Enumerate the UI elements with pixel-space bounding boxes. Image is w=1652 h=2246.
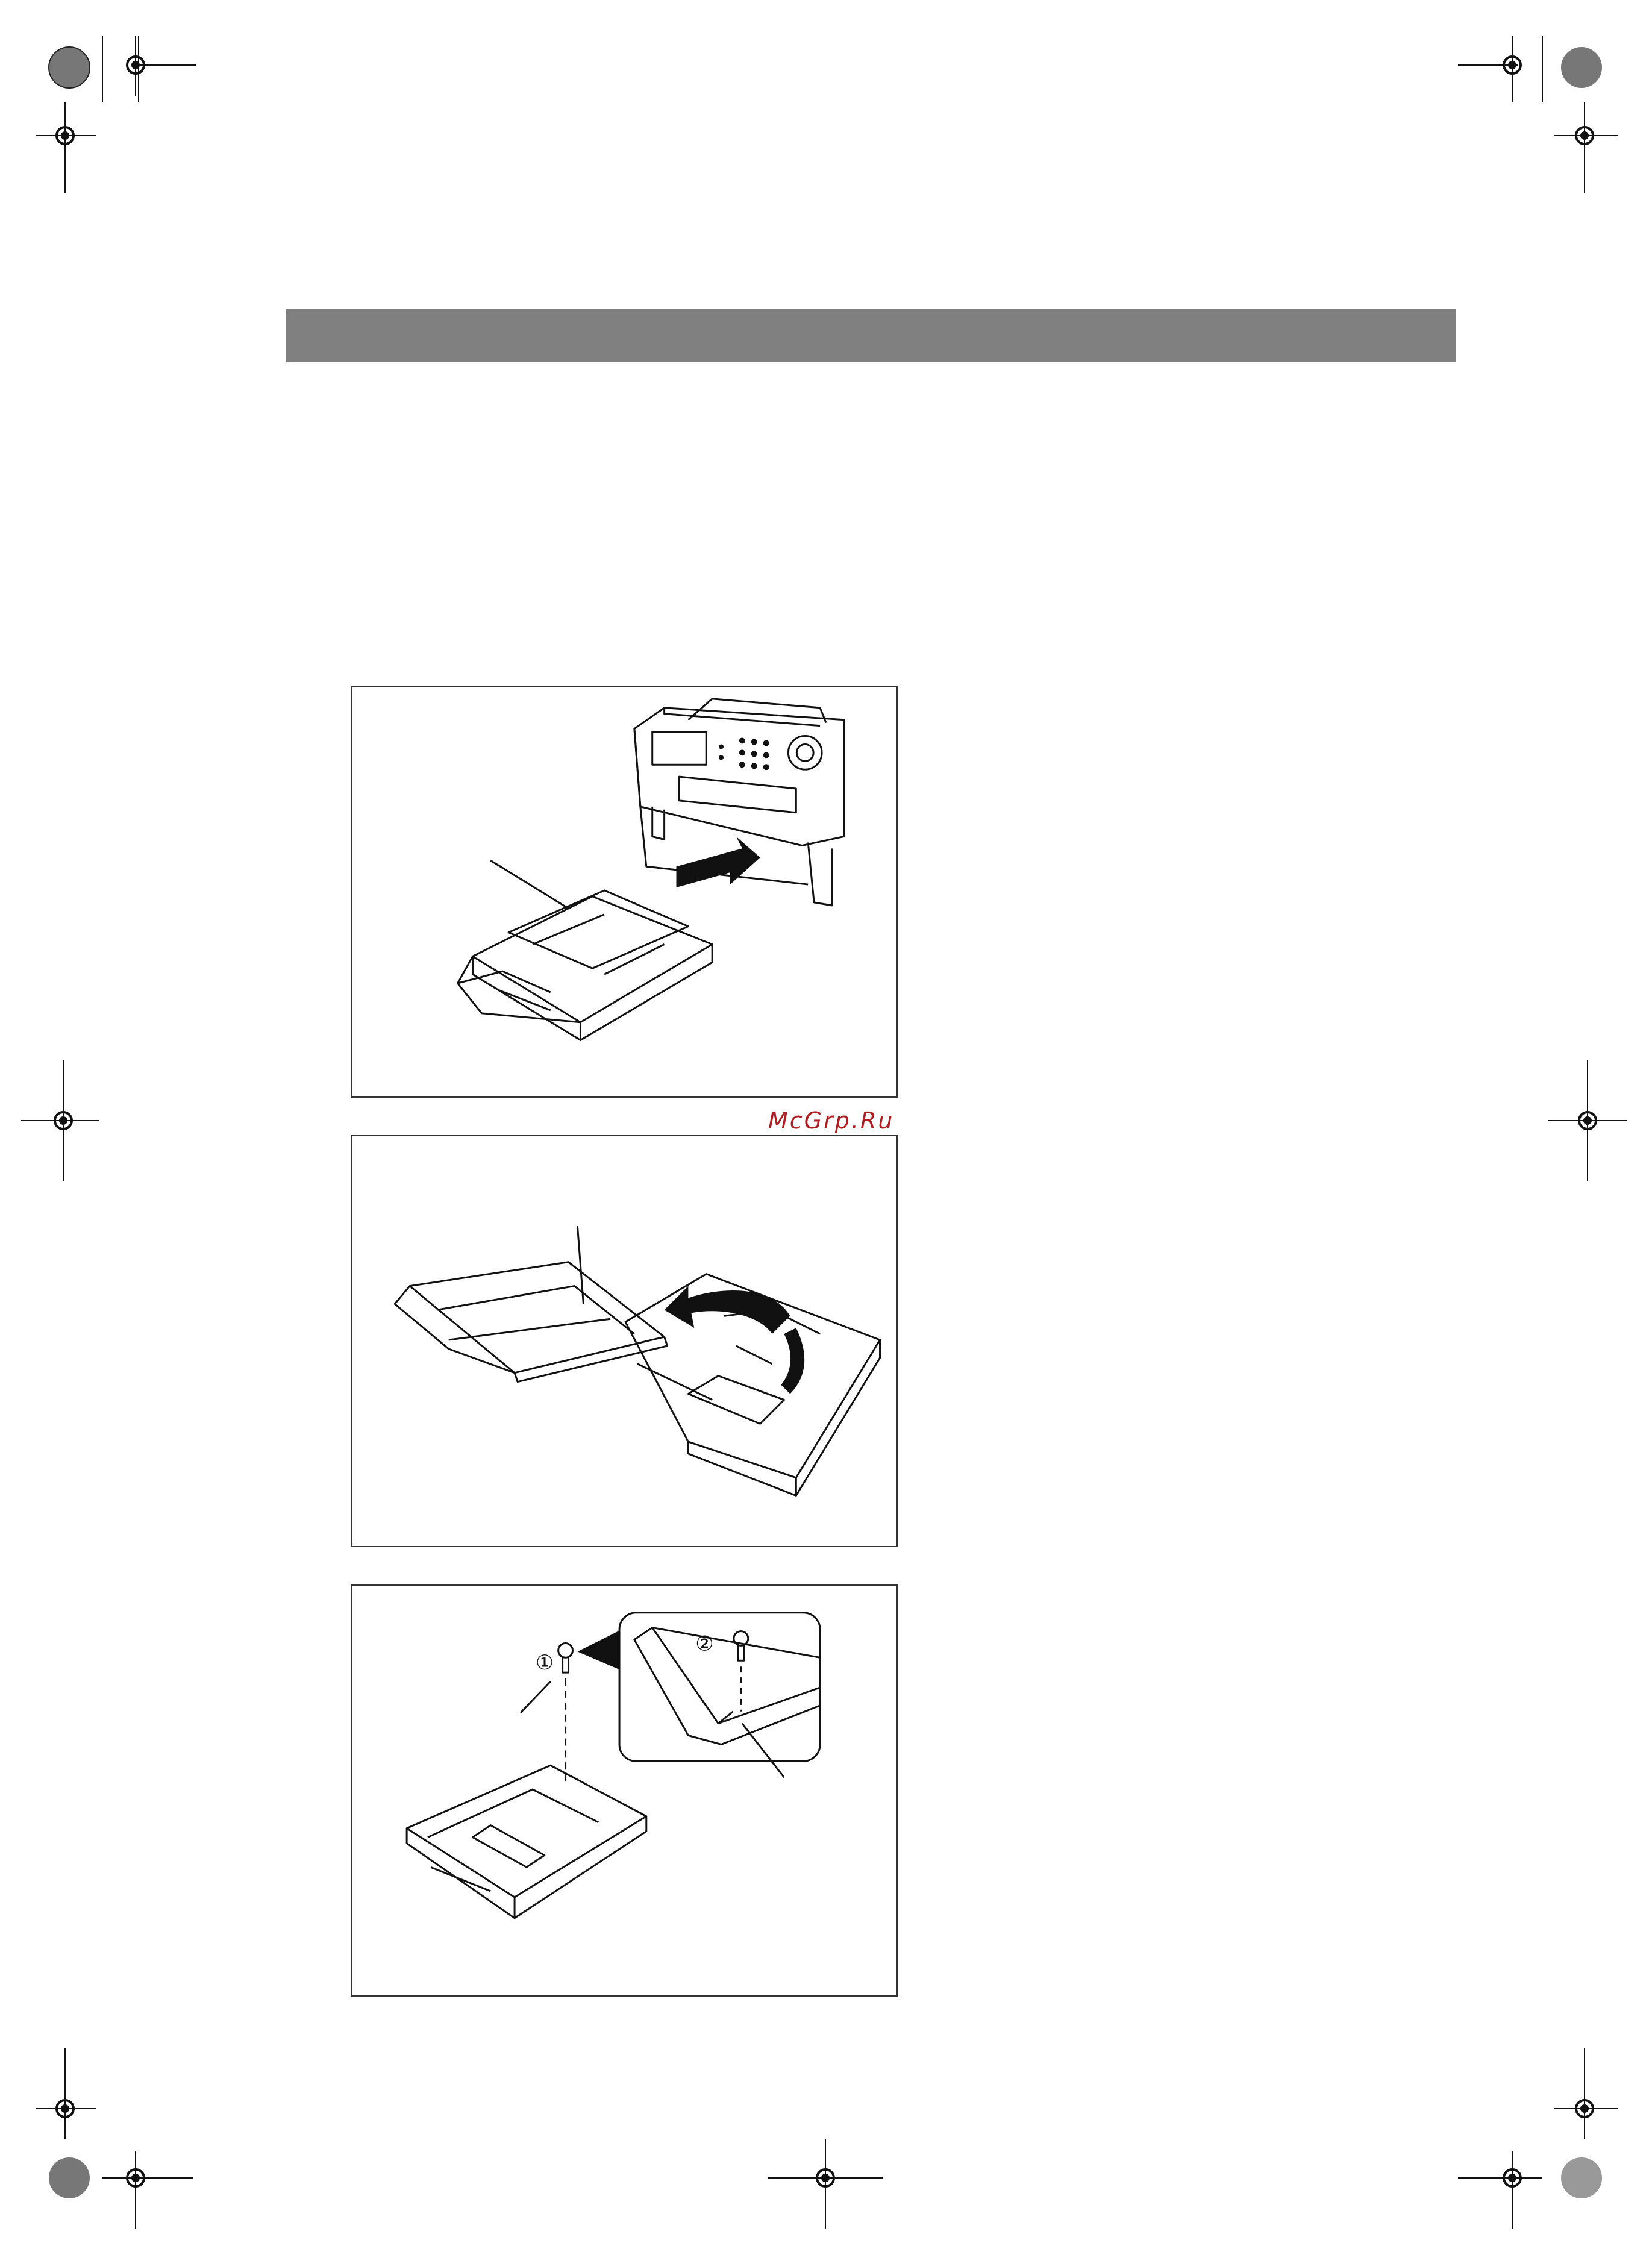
registration-mark-bottom-center: [762, 2139, 889, 2235]
registration-mark-top-right: [1446, 36, 1627, 205]
section-header-bar: [286, 309, 1456, 362]
registration-mark-bottom-left: [36, 2048, 217, 2229]
tray-cover-illustration: [352, 1136, 896, 1546]
registration-mark-mid-left: [18, 1060, 102, 1181]
figure-screw-removal: [351, 1584, 898, 1997]
callout-1: ①: [535, 1651, 554, 1675]
figure-cover-removal: [351, 1135, 898, 1547]
registration-mark-top-left: [36, 36, 217, 205]
registration-mark-mid-right: [1545, 1060, 1630, 1181]
tray-screw-illustration: [352, 1586, 896, 1995]
watermark-text: McGrp.Ru: [768, 1107, 895, 1134]
fax-machine-illustration: [352, 687, 896, 1096]
callout-2: ②: [695, 1631, 714, 1656]
registration-mark-bottom-right: [1446, 2048, 1627, 2229]
figure-tray-removal: [351, 686, 898, 1098]
